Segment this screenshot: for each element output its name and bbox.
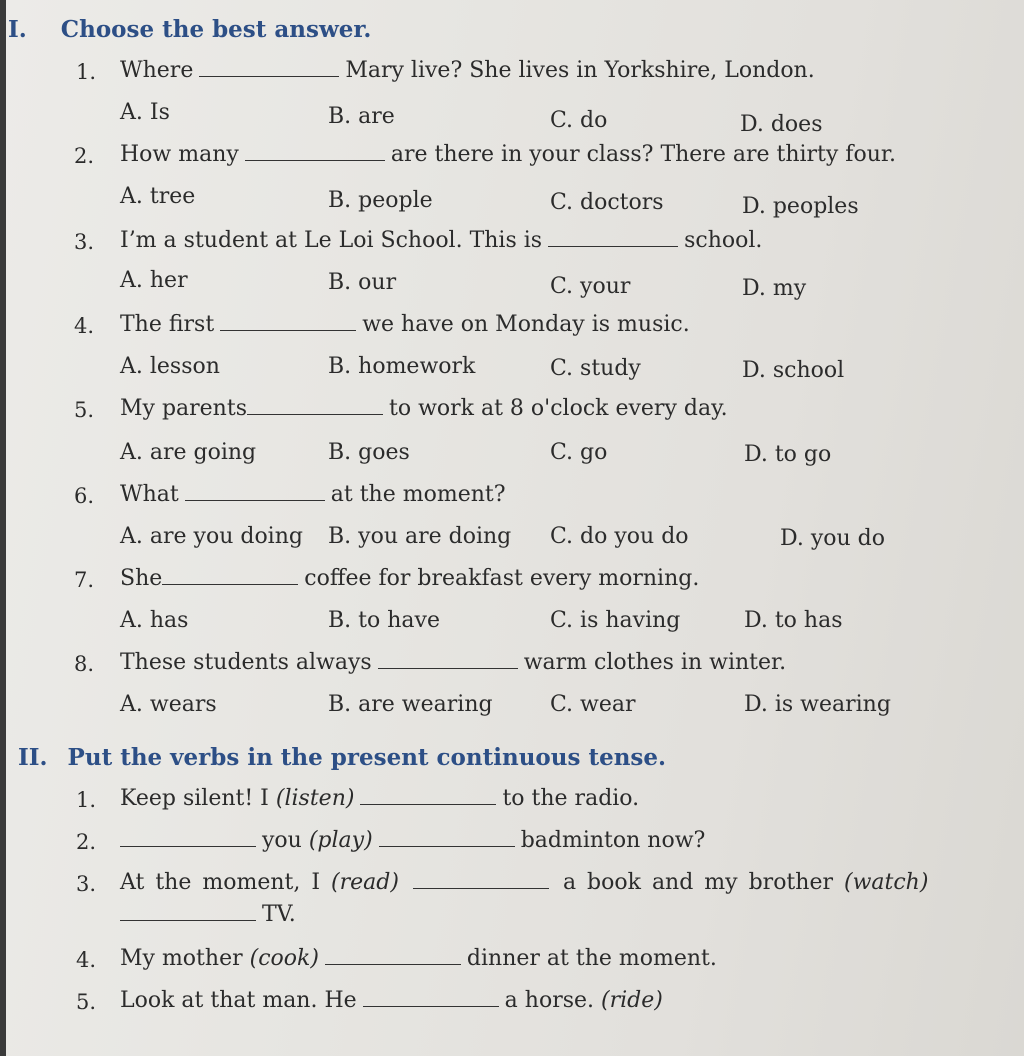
question-number: 4. [74,314,95,338]
question-text-after: Mary live? She lives in Yorkshire, London. [345,58,815,83]
question-number: 7. [74,568,95,592]
answer-blank[interactable] [378,650,518,669]
answer-blank[interactable] [413,870,549,889]
exercise-number: 3. [76,872,97,896]
question-number: 2. [74,144,95,168]
question-text [120,228,762,253]
question-text-before: These students always [120,650,372,675]
exercise-text-continued [120,902,296,927]
verb-hint: (cook) [249,946,319,971]
exercise-number: 1. [76,788,97,812]
question-number: 5. [74,398,95,422]
verb-hint: (listen) [275,786,355,811]
section-1-title: Choose the best answer. [60,16,372,43]
answer-blank[interactable] [363,988,499,1007]
exercise-text-part: Look at that man. He [120,988,357,1013]
exercise-text [120,786,639,811]
option-d[interactable]: D. school [742,358,845,383]
exercise-text [120,988,663,1013]
option-a[interactable]: A. lesson [120,354,220,379]
section-2-heading [18,744,666,771]
question-text-before: She [120,566,163,591]
question-text-before: My parents [120,396,247,421]
question-text-before: How many [120,142,239,167]
exercise-number: 2. [76,830,97,854]
option-b[interactable]: B. you are doing [328,524,512,549]
question-number: 6. [74,484,95,508]
option-a[interactable]: A. Is [120,100,170,125]
question-text [120,650,786,675]
option-b[interactable]: B. our [328,270,397,295]
answer-blank[interactable] [325,946,461,965]
question-text [120,142,896,167]
option-a[interactable]: A. are going [120,440,257,465]
option-c[interactable]: C. your [550,274,631,299]
question-text-after: we have on Monday is music. [362,312,690,337]
section-1-heading [8,16,371,43]
answer-blank[interactable] [120,902,256,921]
exercise-text [120,946,717,971]
exercise-text [120,828,705,853]
section-2-numeral: II. [18,744,48,771]
question-text [120,58,815,83]
question-number: 8. [74,652,95,676]
answer-blank[interactable] [360,786,496,805]
option-d[interactable]: D. is wearing [744,692,891,717]
option-a[interactable]: A. tree [120,184,196,209]
question-text-after: coffee for breakfast every morning. [304,566,700,591]
question-text-after: warm clothes in winter. [523,650,787,675]
question-number: 3. [74,230,95,254]
exercise-text-part: badminton now? [520,828,706,853]
answer-blank[interactable] [247,396,383,415]
exercise-text-part: dinner at the moment. [466,946,717,971]
exercise-text-part: a book and my brother [562,870,833,895]
exercise-text-part: Keep silent! I [120,786,269,811]
answer-blank[interactable] [245,142,385,161]
option-c[interactable]: C. go [550,440,608,465]
question-text [120,482,506,507]
verb-hint: (read) [331,870,399,895]
option-b[interactable]: B. are [328,104,395,129]
option-b[interactable]: B. are wearing [328,692,493,717]
option-c[interactable]: C. is having [550,608,681,633]
option-d[interactable]: D. peoples [742,194,859,219]
option-c[interactable]: C. wear [550,692,636,717]
answer-blank[interactable] [185,482,325,501]
question-text-after: at the moment? [330,482,506,507]
option-d[interactable]: D. you do [780,526,886,551]
option-b[interactable]: B. homework [328,354,476,379]
question-text [120,566,699,591]
exercise-text-part: My mother [120,946,243,971]
section-1-numeral: I. [8,16,27,43]
option-c[interactable]: C. do [550,108,608,133]
question-text-after: to work at 8 o'clock every day. [388,396,728,421]
exercise-text [120,870,928,895]
exercise-text-part: a horse. [504,988,595,1013]
option-d[interactable]: D. to go [744,442,832,467]
answer-blank[interactable] [379,828,515,847]
question-text-before: Where [120,58,194,83]
exercise-text-part: to the radio. [502,786,640,811]
exercise-number: 5. [76,990,97,1014]
question-text [120,396,728,421]
option-c[interactable]: C. do you do [550,524,689,549]
option-a[interactable]: A. her [120,268,188,293]
question-text-after: are there in your class? There are thirty four. [390,142,896,167]
question-text-before: The first [120,312,215,337]
exercise-text-part: TV. [262,902,296,927]
question-text-after: school. [684,228,763,253]
option-a[interactable]: A. are you doing [120,524,303,549]
option-a[interactable]: A. wears [120,692,217,717]
question-text [120,312,690,337]
exercise-text-part: At the moment, I [120,870,321,895]
answer-blank[interactable] [199,58,339,77]
exercise-number: 4. [76,948,97,972]
question-text-before: What [120,482,179,507]
option-a[interactable]: A. has [120,608,189,633]
option-c[interactable]: C. study [550,356,641,381]
answer-blank[interactable] [162,566,298,585]
answer-blank[interactable] [548,228,678,247]
question-number: 1. [76,60,97,84]
verb-hint: (play) [308,828,373,853]
option-c[interactable]: C. doctors [550,190,664,215]
section-2-title: Put the verbs in the present continuous tense. [67,744,667,771]
option-b[interactable]: B. people [328,188,433,213]
verb-hint: (ride) [601,988,663,1013]
option-d[interactable]: D. my [742,276,807,301]
verb-hint: (watch) [843,870,929,895]
option-b[interactable]: B. goes [328,440,410,465]
option-d[interactable]: D. to has [744,608,843,633]
exercise-text-part: you [262,828,302,853]
option-b[interactable]: B. to have [328,608,440,633]
answer-blank[interactable] [120,828,256,847]
option-d[interactable]: D. does [740,112,823,137]
question-text-before: I’m a student at Le Loi School. This is [120,228,543,253]
answer-blank[interactable] [220,312,356,331]
